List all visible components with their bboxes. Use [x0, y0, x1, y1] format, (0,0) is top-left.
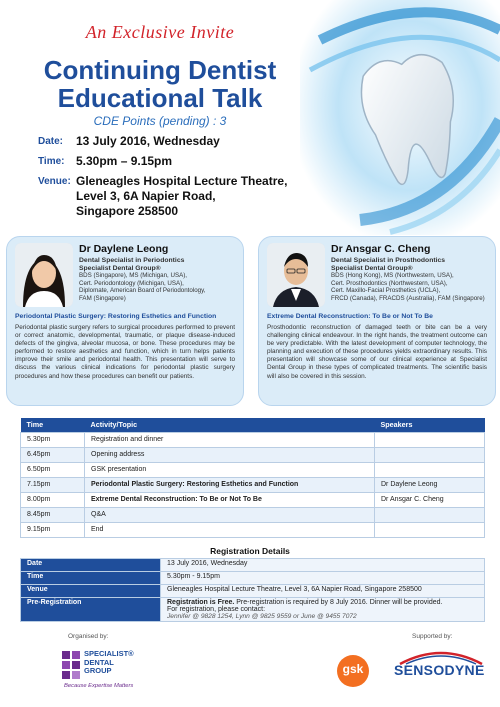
schedule-activity-cell: End	[85, 522, 375, 537]
time-label: Time:	[38, 156, 65, 167]
schedule-activity-cell: Extreme Dental Reconstruction: To Be or Not To Be	[85, 492, 375, 507]
schedule-row	[21, 462, 485, 477]
schedule-header-activity: Activity/Topic	[85, 418, 375, 432]
schedule-speaker-cell	[375, 462, 485, 477]
registration-table	[20, 558, 485, 622]
sdg-logo-line: SPECIALIST®	[84, 649, 134, 658]
registration-title: Registration Details	[210, 546, 290, 556]
schedule-activity-cell: Q&A	[85, 507, 375, 522]
speaker-topic-leong: Periodontal Plastic Surgery: Restoring Esthetics and Function	[15, 313, 217, 320]
registration-contacts: Jennifer @ 9828 1254, Lynn @ 9825 9559 or June @ 9455 7072	[167, 613, 357, 620]
schedule-activity-cell: GSK presentation	[85, 462, 375, 477]
registration-date-label: Date	[21, 559, 161, 572]
schedule-speaker-cell	[375, 507, 485, 522]
time-value: 5.30pm – 9.15pm	[76, 154, 173, 168]
speaker-photo-leong	[15, 243, 73, 307]
venue-value	[76, 174, 287, 219]
venue-line-2: Level 3, 6A Napier Road,	[76, 189, 216, 203]
speaker-abstract-leong: Periodontal plastic surgery refers to surgical procedures performed to prevent or correct anatomic, developmental, traumatic, or plaque disease-induced defects of the gingiva, alveolar mucosa, or bone. These procedures may be performed to restore aesthetics and function, which in turn helps patients improve their smile and periodontal health. This presentation will serve to discuss the various clinical indications for periodontal plastic surgery procedures and how these procedures can benefit our patients.	[15, 324, 235, 380]
speaker-role-cheng: Dental Specialist in Prosthodontics	[331, 257, 446, 264]
registration-row-pre	[21, 598, 485, 622]
registration-pre-value	[161, 598, 485, 622]
venue-line-1: Gleneagles Hospital Lecture Theatre,	[76, 174, 288, 188]
speaker-cred-line: BDS (Hong Kong), MS (Northwestern, USA),	[331, 272, 454, 280]
speaker-org-cheng: Specialist Dental Group®	[331, 264, 413, 272]
sdg-logo-line: GROUP	[84, 666, 112, 675]
registration-time-label: Time	[21, 572, 161, 585]
cde-points: CDE Points (pending) : 3	[93, 114, 227, 128]
speaker-cred-line: Cert. Periodontology (Michigan, USA),	[79, 279, 184, 287]
schedule-time-cell: 6.45pm	[21, 447, 85, 462]
speaker-card-cheng	[258, 236, 496, 406]
speaker-cred-line: Diplomate, American Board of Periodontology,	[79, 287, 206, 295]
speaker-org-leong: Specialist Dental Group®	[79, 264, 161, 272]
registration-free-note: Registration is Free.	[167, 599, 235, 606]
registration-venue-label: Venue	[21, 585, 161, 598]
speaker-abstract-cheng: Prosthodontic reconstruction of damaged teeth or bite can be a very challenging clinical endeavour. In the right hands, the treatment outcome can be very predictable. With the latest development of computer technology, the planning and execution of these procedures yields extraordinary results. This presentation will showcase some of our clinical experience at Specialist Dental Group in these types of complicated treatments. The scientific basis will also be covered in this session.	[267, 324, 487, 380]
schedule-table	[20, 418, 485, 538]
speaker-card-leong	[6, 236, 244, 406]
schedule-header-speakers: Speakers	[375, 418, 485, 432]
speaker-cred-line: BDS (Singapore), MS (Michigan, USA),	[79, 272, 187, 280]
schedule-speaker-cell	[375, 432, 485, 447]
registration-row-date	[21, 559, 485, 572]
sensodyne-logo-text: SENSODYNE	[394, 662, 485, 678]
schedule-speaker-cell: Dr Daylene Leong	[375, 477, 485, 492]
speaker-credentials-leong	[79, 257, 205, 303]
schedule-row	[21, 447, 485, 462]
page-title	[0, 56, 320, 112]
schedule-time-cell: 8.00pm	[21, 492, 85, 507]
schedule-speaker-cell	[375, 522, 485, 537]
registration-pre-label: Pre-Registration	[21, 598, 161, 622]
speaker-name-leong: Dr Daylene Leong	[79, 243, 169, 255]
schedule-row	[21, 522, 485, 537]
speaker-cred-line: Cert. Prosthodontics (Northwestern, USA),	[331, 279, 448, 287]
registration-venue-value: Gleneagles Hospital Lecture Theatre, Level 3, 6A Napier Road, Singapore 258500	[161, 585, 485, 598]
speaker-cred-line: FRCD (Canada), FRACDS (Australia), FAM (Singapore)	[331, 294, 485, 302]
venue-line-3: Singapore 258500	[76, 204, 179, 218]
speaker-credentials-cheng	[331, 257, 485, 303]
registration-row-time	[21, 572, 485, 585]
registration-deadline-note: Pre-registration is required by 8 July 2016. Dinner will be provided.	[234, 599, 443, 606]
speaker-role-leong: Dental Specialist in Periodontics	[79, 257, 185, 264]
schedule-time-cell: 7.15pm	[21, 477, 85, 492]
tooth-hero-image	[300, 0, 500, 235]
registration-date-value: 13 July 2016, Wednesday	[161, 559, 485, 572]
schedule-row	[21, 507, 485, 522]
schedule-header-time: Time	[21, 418, 85, 432]
registration-time-value: 5.30pm - 9.15pm	[161, 572, 485, 585]
schedule-speaker-cell: Dr Ansgar C. Cheng	[375, 492, 485, 507]
schedule-body	[21, 432, 485, 537]
sdg-logo-line: DENTAL	[84, 657, 114, 667]
registration-row-venue	[21, 585, 485, 598]
title-line-1: Continuing Dentist	[43, 55, 277, 85]
schedule-time-cell: 6.50pm	[21, 462, 85, 477]
schedule-header-row	[21, 418, 485, 432]
speaker-photo-cheng	[267, 243, 325, 307]
schedule-row	[21, 492, 485, 507]
gsk-logo-text: gsk	[342, 662, 364, 676]
date-value: 13 July 2016, Wednesday	[76, 134, 220, 148]
sdg-logo-text	[84, 650, 134, 676]
speaker-name-cheng: Dr Ansgar C. Cheng	[331, 243, 431, 255]
date-label: Date:	[38, 136, 64, 147]
schedule-row	[21, 432, 485, 447]
speaker-cred-line: FAM (Singapore)	[79, 294, 126, 302]
schedule-speaker-cell	[375, 447, 485, 462]
schedule-row	[21, 477, 485, 492]
schedule-activity-cell: Periodontal Plastic Surgery: Restoring Esthetics and Function	[85, 477, 375, 492]
schedule-time-cell: 8.45pm	[21, 507, 85, 522]
registration-contact-intro: For registration, please contact:	[167, 606, 266, 613]
schedule-activity-cell: Registration and dinner	[85, 432, 375, 447]
venue-label: Venue:	[38, 176, 71, 187]
supported-by-label: Supported by:	[412, 633, 453, 640]
schedule-activity-cell: Opening address	[85, 447, 375, 462]
speaker-topic-cheng: Extreme Dental Reconstruction: To Be or Not To Be	[267, 313, 433, 320]
schedule-time-cell: 5.30pm	[21, 432, 85, 447]
sdg-tagline: Because Expertise Matters	[64, 683, 134, 689]
organised-by-label: Organised by:	[68, 633, 109, 640]
schedule-time-cell: 9.15pm	[21, 522, 85, 537]
title-line-2: Educational Talk	[57, 83, 263, 113]
speaker-cred-line: Cert. Maxillo-Facial Prosthetics (UCLA),	[331, 287, 441, 295]
invite-heading: An Exclusive Invite	[85, 22, 235, 42]
